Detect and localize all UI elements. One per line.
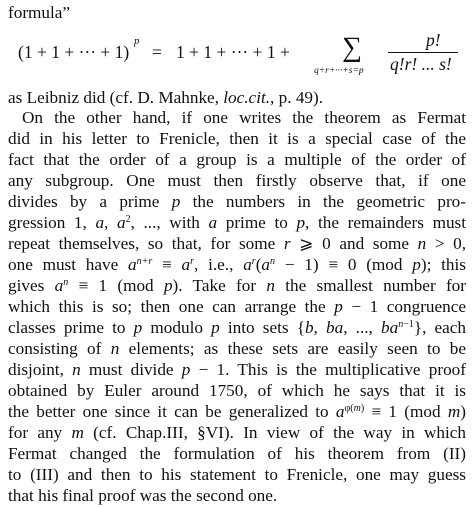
- text-line-18: Fermat changed the formulation of his theorem from (II): [8, 444, 466, 463]
- text-line-17: for any m (cf. Chap.III, §VI). In view of the way in which: [8, 423, 467, 442]
- text-line-11: which this is so; then one can arrange the p − 1 congruence: [8, 297, 466, 316]
- text-line-1: [8, 87, 466, 109]
- text-line-2: On the other hand, if one writes the theorem as Fermat: [22, 108, 466, 127]
- text-line-6: divides by a prime p the numbers in the geometric pro-: [8, 192, 466, 211]
- text-segment-italic: loc.cit.: [223, 88, 271, 107]
- text-line-10: gives $a^n \equiv 1$ (mod p). Take for n the smallest number for: [8, 276, 467, 295]
- text-line-9: one must have $a^{n+r} \equiv a^r$, i.e., $a^r(a^n - 1) \equiv 0$ (mod p); this: [8, 255, 466, 274]
- equation-lhs: (1 + 1 + ··· + 1): [18, 42, 130, 62]
- text-line-16: the better one since it can be generalized to $a^{\varphi(m)} \equiv 1$ (mod m): [8, 402, 466, 421]
- text-line-15: obtained by Euler around 1750, of which he says that it is: [8, 381, 466, 400]
- header-fragment: formula”: [8, 3, 71, 22]
- summation-sign: ∑: [342, 32, 362, 63]
- equation-lhs-exponent: p: [134, 35, 140, 47]
- fraction-denominator: q!r! ... s!: [390, 54, 452, 74]
- text-segment: as Leibniz did (cf. D. Mahnke,: [8, 88, 224, 107]
- text-line-13: consisting of n elements; as these sets are easily seen to be: [8, 339, 466, 358]
- text-line-5: any subgroup. One must then firstly observe that, if one: [8, 171, 466, 190]
- text-segment: , p. 49).: [270, 88, 324, 107]
- text-line-3: did in his letter to Frenicle, then it is a special case of the: [8, 129, 466, 148]
- display-equation: [0, 30, 474, 80]
- summation-subscript: q+r+···+s=p: [314, 66, 364, 76]
- fraction-numerator: p!: [426, 30, 441, 50]
- text-line-7: gression 1, a, $a^2$, ..., with a prime to p, the remainders must: [8, 213, 467, 232]
- equation-terms: 1 + 1 + ··· + 1 +: [176, 42, 290, 62]
- text-line-19: to (III) and then to his statement to Frenicle, one may guess: [8, 465, 466, 484]
- text-line-4: fact that the order of a group is a multiple of the order of: [8, 150, 466, 169]
- equation-equals: =: [152, 42, 162, 62]
- fraction-bar: [388, 52, 458, 53]
- text-line-8: repeat themselves, so that, for some r ⩾ 0 and some n > 0,: [8, 234, 467, 253]
- text-line-12: classes prime to p modulo p into sets {b, ba, ..., $ba^{n-1}$}, each: [8, 318, 467, 337]
- text-line-20: that his final proof was the second one.: [8, 486, 278, 505]
- text-line-14: disjoint, n must divide p − 1. This is the multiplicative proof: [8, 360, 467, 379]
